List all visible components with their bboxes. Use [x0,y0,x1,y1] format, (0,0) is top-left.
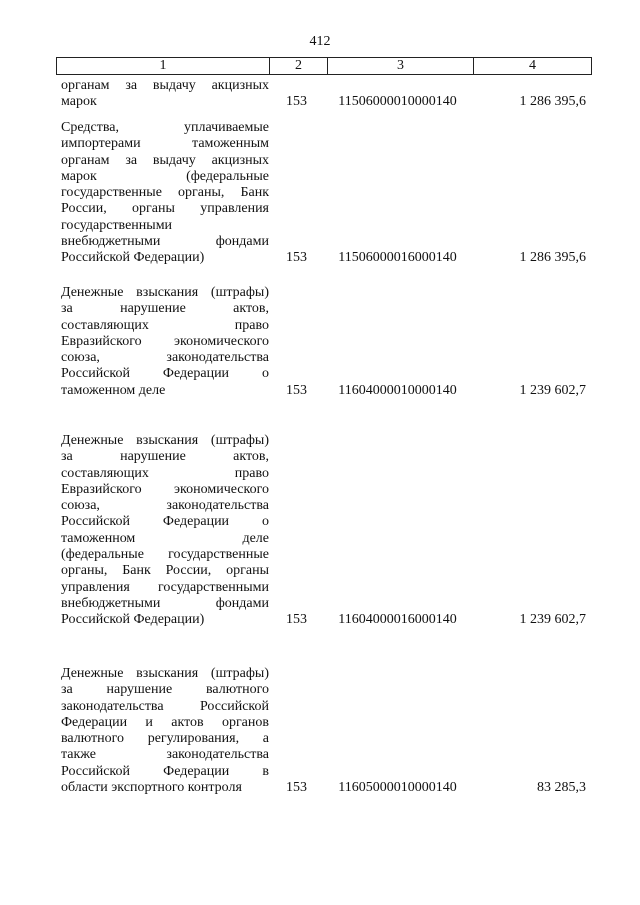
row-description [61,433,269,629]
description-line: Денежные взыскания (штрафы) [61,433,269,448]
description-line: также законодательства [61,747,269,763]
header-col-4: 4 [529,58,536,73]
row-classification-code: 11604000016000140 [338,612,457,628]
header-col-2: 2 [270,58,328,74]
description-line: союза, законодательства [61,350,269,366]
description-line: импортерами таможенным [61,136,269,152]
description-line: внебюджетными фондами [61,234,269,250]
row-classification-code: 11604000010000140 [338,382,457,398]
description-line: марок [61,94,97,110]
description-line: внебюджетными фондами [61,595,269,611]
row-code: 153 [286,612,307,628]
description-line: управления государственными [61,579,269,595]
description-line: государственные органы, Банк [61,185,269,201]
row-amount: 1 239 602,7 [519,612,586,628]
row-amount: 1 286 395,6 [519,250,586,266]
row-code: 153 [286,250,307,266]
description-line: Федерации и актов органов [61,714,269,730]
description-line: за нарушение актов, [61,301,269,317]
row-classification-code: 11605000010000140 [338,780,457,796]
row-amount: 1 239 602,7 [519,382,586,398]
row-classification-code: 11506000016000140 [338,250,457,266]
description-line: Евразийского экономического [61,481,269,497]
description-line: за нарушение валютного [61,682,269,698]
description-line: союза, законодательства [61,498,269,514]
description-line: (федеральные государственные [61,547,269,563]
description-line: Российской Федерации о [61,514,269,530]
description-line: составляющих право [61,465,269,481]
description-line: за нарушение актов, [61,449,269,465]
row-classification-code: 11506000010000140 [338,94,457,110]
page-number: 412 [309,34,331,49]
row-amount: 83 285,3 [537,780,586,796]
table-header [56,57,592,75]
description-line: России, органы управления [61,201,269,217]
description-line: Российской Федерации) [61,250,205,266]
row-description [61,78,269,111]
row-code: 153 [286,382,307,398]
row-description [61,120,269,267]
row-code: 153 [286,780,307,796]
description-line: Российской Федерации в [61,763,269,779]
description-line: органы, Банк России, органы [61,563,269,579]
description-line: Российской Федерации) [61,612,205,628]
description-line: Российской Федерации о [61,366,269,382]
description-line: валютного регулирования, а [61,731,269,747]
row-description [61,285,269,399]
description-line: органам за выдачу акцизных [61,152,269,168]
description-line: Евразийского экономического [61,333,269,349]
description-line: Денежные взыскания (штрафы) [61,666,269,681]
description-line: таможенном деле [61,382,166,398]
description-line: государственными [61,217,173,233]
description-line: органам за выдачу акцизных [61,78,269,93]
description-line: марок (федеральные [61,168,269,184]
header-col-3: 3 [328,58,474,74]
header-col-1: 1 [57,58,270,74]
description-line: законодательства Российской [61,698,269,714]
description-line: области экспортного контроля [61,780,242,796]
row-description [61,666,269,796]
description-line: таможенном деле [61,530,269,546]
description-line: Средства, уплачиваемые [61,120,269,135]
row-code: 153 [286,94,307,110]
description-line: составляющих право [61,317,269,333]
row-amount: 1 286 395,6 [519,94,586,110]
description-line: Денежные взыскания (штрафы) [61,285,269,300]
